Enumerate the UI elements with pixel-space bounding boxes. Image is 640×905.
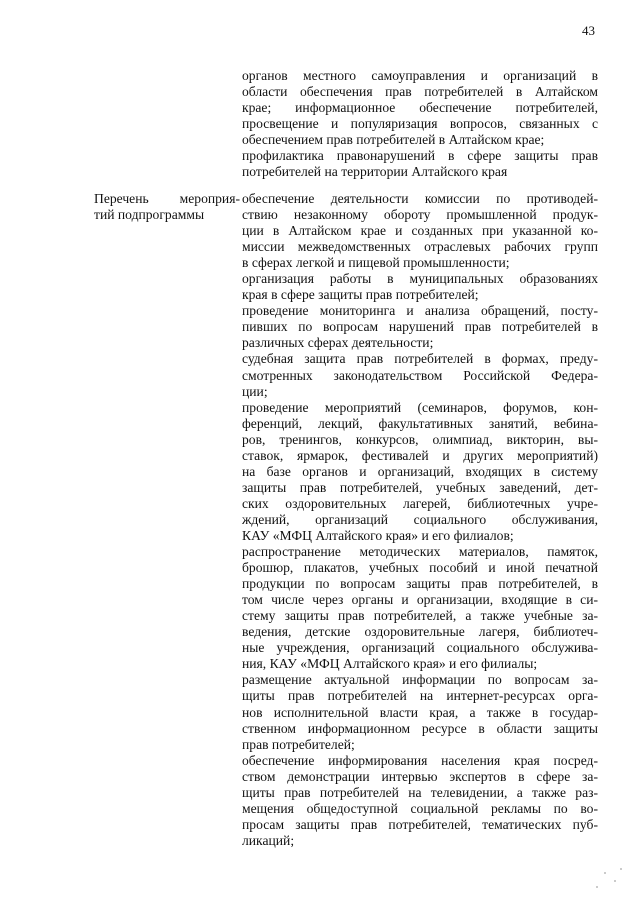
text-line: просвещение и популяризация вопросов, связанных с xyxy=(242,116,598,132)
text-line: проведение мероприятий (семинаров, форумов, кон- xyxy=(242,399,598,415)
text-line: области обеспечения прав потребителей в Алтайском xyxy=(242,84,598,100)
text-line: организация работы в муниципальных образованиях xyxy=(242,271,598,287)
text-line: щиты прав потребителей на интернет-ресурсах орга- xyxy=(242,688,598,704)
text-line: стему защиты прав потребителей, а также учебные за- xyxy=(242,608,598,624)
text-line: ственном информационном ресурсе в области защиты xyxy=(242,720,598,736)
text-line: ференций, лекций, факультативных занятий, вебина- xyxy=(242,415,598,431)
row-label xyxy=(94,191,240,223)
text-line: ствию незаконному обороту промышленной продук- xyxy=(242,207,598,223)
text-line: распространение методических материалов, памяток, xyxy=(242,544,598,560)
scan-speck xyxy=(596,886,598,888)
scan-speck xyxy=(604,872,606,874)
text-line: обеспечение информирования населения края посред- xyxy=(242,752,598,768)
text-line: различных сферах деятельности; xyxy=(242,335,434,351)
text-line: ведения, детские оздоровительные лагеря, библиотеч- xyxy=(242,624,598,640)
text-line: просам защиты прав потребителей, тематических пуб- xyxy=(242,816,598,832)
text-line: края в сфере защиты прав потребителей; xyxy=(242,287,479,303)
text-line: ством демонстрации интервью экспертов в сфере за- xyxy=(242,768,598,784)
scan-speck xyxy=(614,880,616,882)
text-line: профилактика правонарушений в сфере защиты прав xyxy=(242,148,598,164)
top-continuation-text xyxy=(242,68,598,180)
text-line: брошюр, плакатов, учебных пособий и иной печатной xyxy=(242,560,598,576)
text-line: ции; xyxy=(242,383,268,399)
text-line: том числе через органы и организации, входящие в си- xyxy=(242,592,598,608)
text-line: потребителей на территории Алтайского края xyxy=(242,164,508,180)
text-line: на базе органов и организаций, входящих в систему xyxy=(242,463,598,479)
text-line: судебная защита прав потребителей в формах, преду- xyxy=(242,351,598,367)
label-line: тий подпрограммы xyxy=(94,207,205,223)
text-line: щиты прав потребителей на телевидении, а также раз- xyxy=(242,784,598,800)
text-line: органов местного самоуправления и организаций в xyxy=(242,68,598,83)
text-line: смотренных законодательством Российской Федера- xyxy=(242,367,598,383)
text-line: прав потребителей; xyxy=(242,736,355,752)
text-line: миссии межведомственных отраслевых рабочих групп xyxy=(242,239,598,255)
text-line: проведение мониторинга и анализа обращений, посту- xyxy=(242,303,598,319)
text-line: ставок, ярмарок, фестивалей и других мероприятий) xyxy=(242,447,598,463)
text-line: размещение актуальной информации по вопросам за- xyxy=(242,672,598,688)
text-line: ров, тренингов, конкурсов, олимпиад, викторин, вы- xyxy=(242,431,598,447)
text-line: продукции по вопросам защиты прав потребителей, в xyxy=(242,576,598,592)
text-line: ликаций; xyxy=(242,832,295,848)
text-line: крае; информационное обеспечение потребителей, xyxy=(242,100,598,116)
label-line: Перечень мероприя- xyxy=(94,191,240,206)
text-line: ные учреждения, организаций социального обслужива- xyxy=(242,640,598,656)
text-line: в сферах легкой и пищевой промышленности; xyxy=(242,255,510,271)
page-number: 43 xyxy=(582,23,595,38)
text-line: защиты прав потребителей, учебных заведений, дет- xyxy=(242,479,598,495)
text-line: ции в Алтайском крае и созданных при указанной ко- xyxy=(242,223,598,239)
text-line: КАУ «МФЦ Алтайского края» и его филиалов; xyxy=(242,527,514,543)
text-line: обеспечением прав потребителей в Алтайском крае; xyxy=(242,132,545,148)
text-line: нов исполнительной власти края, а также в государ- xyxy=(242,704,598,720)
text-line: ждений, организаций социального обслуживания, xyxy=(242,511,598,527)
scan-speck xyxy=(620,868,622,870)
text-line: обеспечение деятельности комиссии по противодей- xyxy=(242,191,598,206)
text-line: мещения общедоступной социальной рекламы по во- xyxy=(242,800,598,816)
row-content xyxy=(242,191,598,849)
text-line: ния, КАУ «МФЦ Алтайского края» и его филиалы; xyxy=(242,656,538,672)
text-line: ских оздоровительных лагерей, библиотечных учре- xyxy=(242,495,598,511)
text-line: пивших по вопросам нарушений прав потребителей в xyxy=(242,319,598,335)
